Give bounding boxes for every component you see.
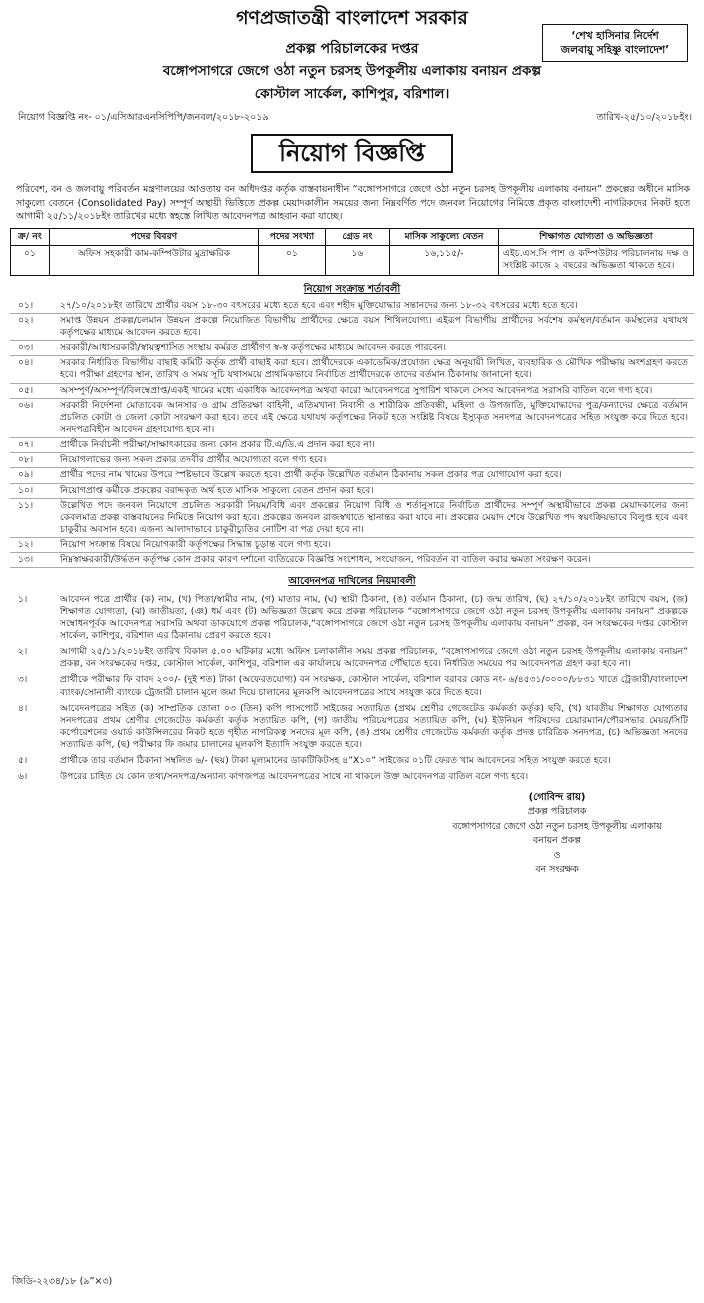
list-item [10,553,694,568]
col-qualification-header: শিক্ষাগত যোগ্যতা ও অভিজ্ঞতা [499,229,694,246]
item-text: নিয়োগলাভের জন্য সকল প্রকার তদবীর প্রার্থীর অযোগ্যতা বলে গণ্য হবে। [60,454,327,466]
list-item [10,538,694,553]
item-text: নিয়োগ সংক্রান্ত বিষয়ে নিয়োগকারী কর্তৃপক্ষের সিদ্ধান্ত চূড়ান্ত বলে গণ্য হবে। [60,539,331,551]
item-number: ৩। [18,674,28,686]
col-salary-header: মাসিক সাকুল্যে বেতন [390,229,499,246]
col-post-header: পদের বিবরণ [50,229,259,246]
item-text: সরকার নির্ধারিত বিভাগীয় বাছাই কমিটি কর্তৃক প্রার্থী বাছাই করা হবে। প্রার্থীদেরকে একাডেমিক/প্রযোজ্য ক্ষেত্র অনুযায়ী লিখিত, ব্যবহারিক ও মৌখিক পরীক্ষায় অংশগ্রহণ করতে হবে। পরীক্ষা গ্রহণের স্থান, তারিখ ও সময় সূচি যথাসময়ে প্রাথমিকভাবে নির্বাচিত প্রার্থীদেরকে তাদের বর্তমান ঠিকানায় জানানো হবে। [60,357,688,381]
conditions-title: নিয়োগ সংক্রান্ত শর্তাবলী [303,283,401,295]
item-text: প্রার্থীকে তার বর্তমান ঠিকানা সম্বলিত ৬/- (ছয়) টাকা মূল্যমানের ডাকটিকিটসহ ৪”X১০” সাইজের ০১টি ফেরত খাম আবেদনের সহিত সংযুক্ত করতে হবে। [60,755,611,767]
circle-address: কোস্টাল সার্কেল, কাশিপুর, বরিশাল। [254,86,450,102]
list-item [10,399,694,438]
office-title: প্রকল্প পরিচালকের দপ্তর [285,41,419,57]
main-title: নিয়োগ বিজ্ঞপ্তি [251,134,453,174]
list-item [10,468,694,483]
item-number: ০১। [18,299,34,311]
item-text: সরকারী নির্দেশনা মোতাবেক আনসার ও গ্রাম প্রতিরক্ষা বাহিনী, এতিমখানা নিবাসী ও শারীরিক প্রতিবন্ধী, মহিলা ও উপজাতি, মুক্তিযোদ্ধাদের পুত্র/কন্যাদের ক্ষেত্রে বর্তমান প্রচলিত কোটা ও জেলা কোটা সংরক্ষণ করা হবে। তবে এই ক্ষেত্রে যথাযথ কর্তৃপক্ষের নিকট হতে সংশ্লিষ্ট বিষয়ে ইস্যুকৃত সনদপত্র আবেদনপত্রের সহিত সংযুক্ত করে দিতে হবে। সনদপত্রবিহীন আবেদন গ্রহণযোগ্য হবে না। [60,399,688,435]
list-item [10,299,694,314]
slogan-box [542,24,688,62]
item-number: ০৮। [18,454,34,466]
item-number: ১৩। [18,554,34,566]
conditions-list [10,299,694,569]
cell-qualification: এইচ.এস.সি পাশ ও কম্পিউটার পরিচালনায় দক্ষ ও সংশ্লিষ্ট কাজে ২ বছরের অভিজ্ঞতা থাকতে হবে। [499,246,694,275]
list-item [10,384,694,399]
posts-table [10,228,694,275]
project-title: বঙ্গোপসাগরে জেগে ওঠা নতুন চরসহ উপকূলীয় এলাকায় বনায়ন প্রকল্প [162,63,542,79]
signature-block [420,790,694,878]
item-number: ০৯। [18,469,34,481]
item-number: ১। [18,593,28,605]
item-text: সরকারী/আধাসরকারী/স্বায়ত্বশাসিত সংস্থায় কর্মরত প্রার্থীগণ স্ব-স্ব কর্তৃপক্ষের মাধ্যমে আবেদন করতে পারবেন। [60,342,447,354]
list-item [10,438,694,453]
item-number: ০৫। [18,384,34,396]
main-title-wrap [10,134,694,174]
item-number: ২। [18,646,28,658]
list-item [10,701,694,754]
item-number: ১২। [18,539,34,551]
item-number: ০৭। [18,439,34,451]
item-text: নিম্নস্বাক্ষরকারী/উর্দ্ধতন কর্তৃপক্ষ কোন প্রকার কারণ দর্শানো ব্যতিরেকে বিজ্ঞপ্তি সংশোধন, সংযোজন, পরিবর্তন বা বাতিল করার ক্ষমতা সংরক্ষণ করেন। [60,554,591,566]
item-number: ১০। [18,484,34,496]
item-text: উল্লেখিত পদে জনবল নিয়োগে প্রচলিত সরকারী নিয়ম/বিধি এবং প্রকল্পের নিয়োগ বিধি ও শর্তানুসারে নির্বাচিত প্রার্থীদের সম্পূর্ণ অস্থায়ীভাবে প্রকল্প মেয়াদকালের জন্য কেবলমাত্র প্রকল্প বাস্তবায়নের নিমিত্তে নিয়োগ করা হবে। প্রকল্পের জনবল রাজস্বখাতে স্থানান্তর করা যাবে না। প্রকল্পের মেয়াদ শেষে উল্লেখিত পদ স্বয়ংক্রিয়ভাবে বিলুপ্ত হবে এবং চাকুরীর অবসান হবে। এজন্য আলাদাভাবে চাকুরীচ্যুতির নোটিশ বা পত্র দেয়া হবে না। [60,499,688,535]
item-number: ৫। [18,755,28,767]
signatory-designation: প্রকল্প পরিচালক [527,806,587,818]
signatory-project-line-2: বনায়ন প্রকল্প [533,835,581,847]
col-serial-header: ক্র/ নং [11,229,50,246]
item-text: ২৭/১০/২০১৮ইং তারিখে প্রার্থীর বয়স ১৮-৩০ বৎসরের মধ্যে হতে হবে এবং শহীদ মুক্তিযোদ্ধার সন্তানদের জন্য ১৮-৩২ বৎসরের মধ্যে হতে হবে। [60,299,578,311]
item-number: ০৬। [18,399,34,411]
posts-table-header-row [11,229,694,246]
item-text: আবেদনপত্রের সহিত (ক) সাম্প্রতিক তোলা ০৩ (তিন) কপি পাসপোর্ট সাইজের সত্যায়িত (প্রথম শ্রেণীর গেজেটেড কর্মকর্তা কর্তৃক) ছবি, (খ) যাবতীয় শিক্ষাগত যোগ্যতার সনদপত্রের প্রথম শ্রেণীর গেজেটেড কর্মকর্তা কর্তৃক সত্যায়িত কপি, (গ) জাতীয় পরিচয়পত্রের সত্যায়িত কপি, (ঘ) ইউনিয়ন পরিষদের চেয়ারম্যান/পৌরসভার মেয়র/সিটি কর্পোরেশনের ওয়ার্ড কাউন্সিলরের নিকট হতে গৃহীত নাগরিকত্ব সনদের মূল কপি, (ঙ) প্রথম শ্রেণীর গেজেটেড কর্মকর্তা কর্তৃক প্রদত্ত চারিত্রিক সনদপত্র, (চ) অভিজ্ঞতা সনদের সত্যায়িত কপি, (ছ) পরীক্ষার ফি জমার চালানের মূলকপি ইত্যাদি সংযুক্ত করতে হবে। [60,702,688,751]
item-text: প্রার্থীর পদের নাম খামের উপরে স্পষ্টভাবে উল্লেখ করতে হবে। প্রার্থী কর্তৃক উল্লেখিত বর্তমান ঠিকানায় সকল প্রকার পত্র যোগাযোগ করা হবে। [60,469,562,481]
item-number: ৬। [18,771,28,783]
signatory-project-line-1: বঙ্গোপসাগরে জেগে ওঠা নতুন চরসহ উপকূলীয় এলাকায় [452,820,662,832]
col-grade-header: গ্রেড নং [326,229,390,246]
item-text: প্রার্থীকে পরীক্ষার ফি বাবদ ২০০/- (দুই শত) টাকা (অফেরতযোগ্য) বন সংরক্ষক, কোস্টাল সার্কেল, বরিশাল বরাবর কোড নং- ৬/৪৫৩১/০০০০/৮৮৩১ খাতে ট্রেজারী/বাংলাদেশ ব্যাংক/সোনালী ব্যাংকে ট্রেজারী চালান মূলে জমা দিয়ে চালানের মূলকপি আবেদনপত্রের সাথে সংযুক্ত করে দিতে হবে। [60,674,688,698]
rules-title: আবেদনপত্র দাখিলের নিয়মাবলী [288,576,416,588]
list-item [10,356,694,383]
slogan-line-1: ‘শেখ হাসিনার নির্দেশ [571,30,659,42]
item-number: ০৩। [18,342,34,354]
list-item [10,499,694,538]
item-number: ৪। [18,702,28,714]
table-row [11,246,694,275]
item-text: প্রার্থীকে নির্বাচনী পরীক্ষা/সাক্ষাৎকারের জন্য কোন প্রকার টি.এ/ডি.এ প্রদান করা হবে না। [60,439,375,451]
cell-grade: ১৬ [326,246,390,275]
signatory-name: (গোবিন্দ রায়) [528,791,586,803]
signatory-second-designation: বন সংরক্ষক [535,864,579,876]
cell-salary: ১৬,১১৫/- [390,246,499,275]
list-item [10,453,694,468]
memo-number: নিয়োগ বিজ্ঞপ্তি নং- ০১/এসিআরএনসিপিপি/জনবল/২০১৮-২০১৯ [18,112,269,123]
memo-date: তারিখ-২৫/১০/২০১৮ইং। [596,112,692,123]
slogan-line-2: জলবায়ু সহিষ্ণু বাংলাদেশ’ [560,44,670,57]
list-item [10,341,694,356]
col-count-header: পদের সংখ্যা [259,229,326,246]
government-title: গণপ্রজাতন্ত্রী বাংলাদেশ সরকার [236,7,468,29]
item-number: ১১। [18,499,34,511]
cell-post: অফিস সহকারী কাম-কম্পিউটার মুদ্রাক্ষরিক [50,246,259,275]
item-text: অসম্পূর্ণ/অসম্পূর্ণ/বিলম্বেপ্রাপ্ত/একই খামের মধ্যে একাধিক আবেদনপত্র অথবা কারো আবেদনপত্রে সুপারিশ থাকলে সেসব আবেদনপত্র সরাসরি বাতিল বলে গণ্য হবে। [60,384,653,396]
intro-paragraph: পরিবেশ, বন ও জলবায়ু পরিবর্তন মন্ত্রণালয়ের আওতায় বন অধিদপ্তর কর্তৃক বাস্তবায়নাধীন “বঙ্গোপসাগরে জেগে ওঠা নতুন চরসহ উপকূলীয় এলাকায় বনায়ন” প্রকল্পের অধীনে মাসিক সাকুল্যে বেতনে (Consolidated Pay) সম্পূর্ণ অস্থায়ী ভিত্তিতে প্রকল্প মেয়াদকালীন সময়ের জন্য নিম্নবর্ণিত পদে জনবল নিয়োগের নিমিত্তে প্রকৃত বাংলাদেশী নাগরিকদের নিকট হতে আগামী ২৫/১১/২০১৮ইং তারিখের মধ্যে স্বহস্তে লিখিত আবেদনপত্র আহবান করা যাচ্ছে। [16,184,690,223]
list-item [10,314,694,341]
item-text: উপরের চাহিত যে কোন তথ্য/সনদপত্র/অন্যান্য কাগজপত্র আবেদনপত্রের সাথে না থাকলে উক্ত আবেদনপত্র বাতিল বলে গণ্য হবে। [60,771,529,783]
list-item [10,753,694,769]
cell-serial: ০১ [11,246,50,275]
list-item [10,769,694,785]
signatory-and: ও [553,849,561,861]
list-item [10,484,694,499]
cell-count: ০১ [259,246,326,275]
header [10,0,694,110]
item-number: ০৪। [18,357,34,369]
list-item [10,672,694,700]
rules-list [10,592,694,786]
memo-line [10,110,694,125]
list-item [10,644,694,672]
item-text: আগামী ২৫/১১/২০১৮ইং তারিখ বিকাল ৫.০০ ঘটিকার মধ্যে অফিস চলাকালীন সময় প্রকল্প পরিচালক, “বঙ্গোপসাগরে জেগে ওঠা নতুন চরসহ উপকূলীয় এলাকায় বনায়ন” প্রকল্প, বন সংরক্ষকের দপ্তর, কোস্টাল সার্কেল, কাশিপুর, বরিশাল এর কার্যালয়ে আবেদনপত্র পৌঁছাতে হবে। নির্ধারিত সময়ের পর আবেদনপত্র গ্রহণ করা হবে না। [60,646,688,670]
item-text: সমাপ্ত উন্নয়ন প্রকল্প/চলমান উন্নয়ন প্রকল্পে নিয়োজিত বিভাগীয় প্রার্থীদের ক্ষেত্রে বয়স শিথিলযোগ্য। এইরূপ বিভাগীয় প্রার্থীদের সর্বশেষ কর্মস্থল/বর্তমান কর্মস্থলের যথাযথ কর্তৃপক্ষের মাধ্যমে আবেদন করতে হবে। [60,314,688,338]
item-text: নিয়োগপ্রাপ্ত কর্মীকে প্রকল্পের বরাদ্দকৃত অর্থ হতে মাসিক সাকুল্যে বেতন প্রদান করা হবে। [60,484,374,496]
list-item [10,592,694,645]
item-text: আবেদন পত্রে প্রার্থীর (ক) নাম, (খ) পিতা/স্বামীর নাম, (গ) মাতার নাম, (ঘ) স্থায়ী ঠিকানা, (ঙ) বর্তমান ঠিকানা, (চ) জন্ম তারিখ, (ছ) ২৭/১০/২০১৮ইং তারিখে বয়স, (জ) শিক্ষাগত যোগ্যতা, (ঝ) জাতীয়তা, (ঞ) ধর্ম এবং (ট) অভিজ্ঞতা উল্লেখ করে প্রকল্প পরিচালক “বঙ্গোপসাগরে জেগে ওঠা নতুন চরসহ উপকূলীয় এলাকায় বনায়ন” প্রকল্পকে সম্বোধনপূর্বক আবেদনপত্র সরাসরি অথবা ডাকযোগে প্রকল্প পরিচালক,“বঙ্গোপসাগরে জেগে ওঠা নতুন চরসহ উপকূলীয় এলাকায় বনায়ন” প্রকল্প, বন সংরক্ষকের দপ্তর কোস্টাল সার্কেল, কাশিপুর, বরিশাল এর ঠিকানায় প্রেরণ করতে হবে। [60,593,688,641]
item-number: ০২। [18,314,34,326]
gd-code: জিডি-২২৩৪/১৮ (৯”×৩) [12,1276,113,1288]
